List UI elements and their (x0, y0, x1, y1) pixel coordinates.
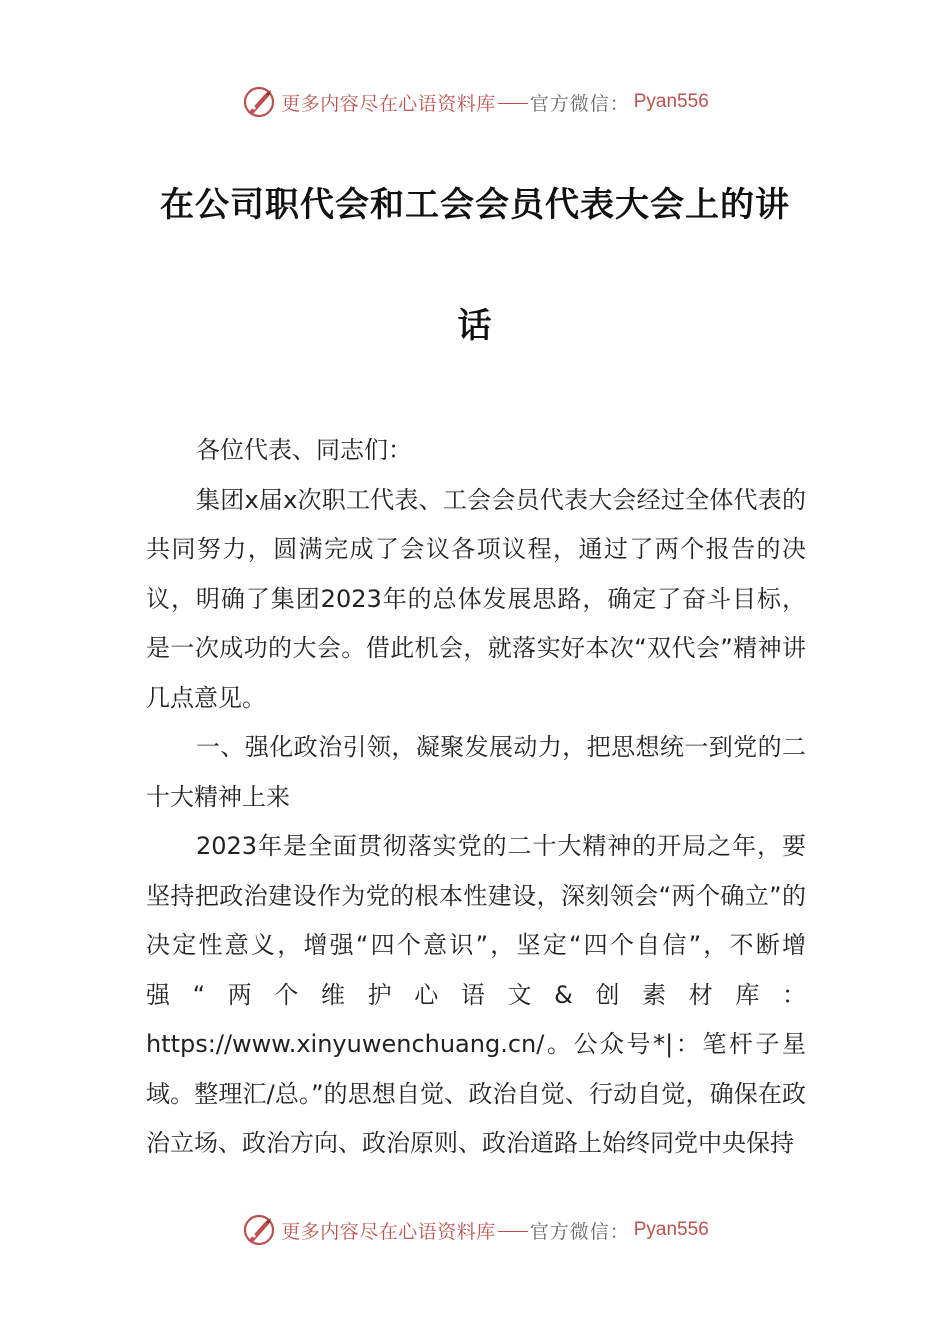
document-title-line-1: 在公司职代会和工会会员代表大会上的讲 (160, 185, 790, 225)
pen-nib-logo-icon (241, 1212, 277, 1248)
banner-wechat-id: Pyan556 (633, 91, 709, 112)
banner-wechat-label: 官方微信： (529, 92, 630, 115)
banner-lead-text: 更多内容尽在心语资料库 (281, 1220, 496, 1243)
paragraph-intro: 集团x届x次职工代表、工会会员代表大会经过全体代表的共同努力，圆满完成了会议各项议程，通过了两个报告的决议，明确了集团2023年的总体发展思路，确定了奋斗目标，是一次成功的大会。借此机会，就落实好本次“双代会”精神讲几点意见。 (146, 485, 806, 712)
pen-nib-logo-icon (241, 84, 277, 120)
banner-lead-text: 更多内容尽在心语资料库 (281, 92, 496, 115)
document-title-line-2: 话 (457, 306, 493, 346)
banner-dash (498, 1231, 528, 1232)
footer-banner (0, 1210, 950, 1250)
header-banner (0, 82, 950, 122)
paragraph-section-heading: 一、强化政治引领，凝聚发展动力，把思想统一到党的二十大精神上来 (146, 733, 806, 811)
paragraph-salutation: 各位代表、同志们： (196, 436, 412, 464)
banner-wechat-label: 官方微信： (529, 1220, 630, 1243)
document-body (146, 426, 806, 1169)
paragraph-section-body: 2023年是全面贯彻落实党的二十大精神的开局之年，要坚持把政治建设作为党的根本性建设，深刻领会“两个确立”的决定性意义，增强“四个意识”，坚定“四个自信”，不断增强“两个维护心语文&创素材库：https://www.xinyuwenchuang.cn/。公众号*|：笔杆子星域。整理汇/总。”的思想自觉、政治自觉、行动自觉，确保在政治立场、政治方向、政治原则、政治道路上始终同党中央保持 (146, 832, 806, 1157)
banner-dash (498, 103, 528, 104)
banner-wechat-id: Pyan556 (633, 1219, 709, 1240)
